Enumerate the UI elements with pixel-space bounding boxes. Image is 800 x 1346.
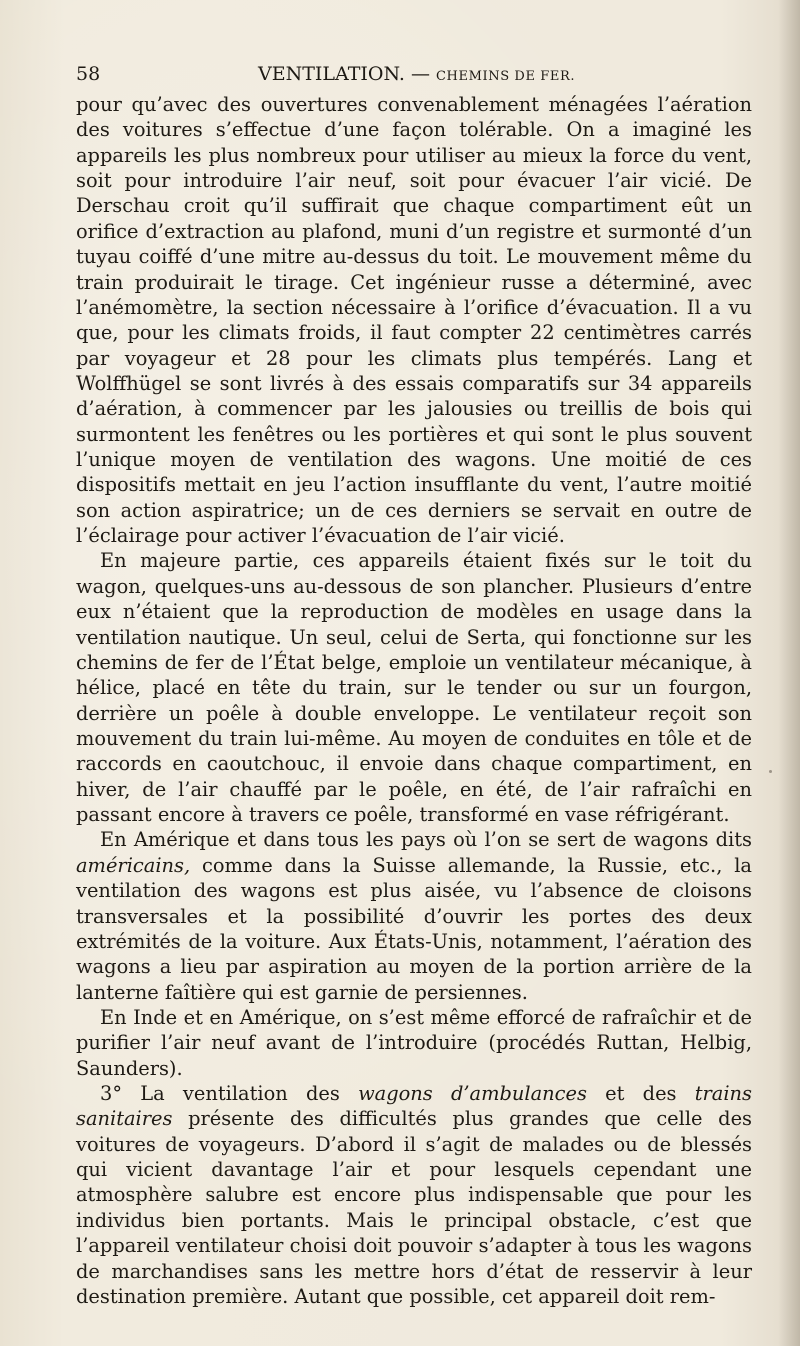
running-head <box>258 60 575 91</box>
paper-speck <box>769 770 772 773</box>
paragraph-5-rest: présente des difficultés plus grandes que celle des voitures de voyageurs. D’abord il s’agit de malades ou de blessés qui vicient davantage l’air et pour lesquels cependant une atmosphère salubre est encore plus indispensable que pour les individus bien portants. Mais le principal obstacle, c’est que l’appareil ventilateur choisi doit pouvoir s’adapter à tous les wagons de marchandises sans les mettre hors d’état de resservir à leur destination première. Autant que possible, cet appareil doit rem- <box>76 1107 752 1308</box>
paragraph-3 <box>76 827 752 1005</box>
paragraph-3-rest: comme dans la Suisse allemande, la Russie, etc., la ventilation des wagons est plus aisée, vu l’absence de cloisons transversales et la possibilité d’ouvrir les portes des deux extrémités de la voiture. Aux États-Unis, notamment, l’aération des wagons a lieu par aspiration au moyen de la portion arrière de la lanterne faîtière qui est garnie de persiennes. <box>76 853 752 1004</box>
page-edge-shadow <box>778 0 800 1346</box>
paragraph-3-emphasis: américains, <box>76 853 191 877</box>
paragraph-2: En majeure partie, ces appareils étaient fixés sur le toit du wagon, quelques-uns au-dessous de son plancher. Plusieurs d’entre eux n’étaient que la reproduction de modèles en usage dans la ventilation nautique. Un seul, celui de Serta, qui fonctionne sur les chemins de fer de l’État belge, emploie un ventilateur mécanique, à hélice, placé en tête du train, sur le tender ou sur un fourgon, derrière un poêle à double enveloppe. Le ventilateur reçoit son mouvement du train lui-même. Au moyen de conduites en tôle et de raccords en caoutchouc, il envoie dans chaque compartiment, en hiver, de l’air chauffé par le poêle, en été, de l’air rafraîchi en passant encore à travers ce poêle, transformé en vase réfrigérant. <box>76 549 752 827</box>
paragraph-5-emphasis-2: trains sanitaires <box>76 1082 752 1131</box>
paragraph-5-start: 3° La ventilation des <box>100 1082 359 1106</box>
paragraph-4: En Inde et en Amérique, on s’est même efforcé de rafraîchir et de purifier l’air neuf avant de l’introduire (procédés Ruttan, Helbig, Saunders). <box>76 1005 752 1080</box>
page-header <box>76 60 752 88</box>
paragraph-5-mid: et des <box>586 1082 695 1106</box>
paragraph-1: pour qu’avec des ouvertures convenablement ménagées l’aération des voitures s’effectue d’une façon tolérable. On a imaginé les appareils les plus nombreux pour utiliser au mieux la force du vent, soit pour introduire l’air neuf, soit pour évacuer l’air vicié. De Derschau croit qu’il suffirait que chaque compartiment eût un orifice d’extraction au plafond, muni d’un registre et surmonté d’un tuyau coiffé d’une mitre au-dessus du toit. Le mouvement même du train produirait le tirage. Cet ingénieur russe a déterminé, avec l’anémomètre, la section nécessaire à l’orifice d’évacuation. Il a vu que, pour les climats froids, il faut compter 22 centimètres carrés par voyageur et 28 pour les climats plus tempérés. Lang et Wolffhügel se sont livrés à des essais comparatifs sur 34 appareils d’aération, à commencer par les jalousies ou treillis de bois qui surmontent les fenêtres ou les portières et qui sont le plus souvent l’unique moyen de ventilation des wagons. Une moitié de ces dispositifs mettait en jeu l’action insufflante du vent, l’autre moitié son action aspiratrice; un de ces derniers se servait en outre de l’éclairage pour activer l’évacuation de l’air vicié. <box>76 93 752 548</box>
running-head-title: VENTILATION. <box>258 63 405 85</box>
running-head-separator: — <box>410 63 430 85</box>
body-text <box>76 92 752 1309</box>
page-number: 58 <box>76 63 101 85</box>
running-head-subtitle: CHEMINS DE FER. <box>436 69 576 84</box>
paragraph-5 <box>76 1081 752 1309</box>
paragraph-5-emphasis-1: wagons d’ambulances <box>358 1082 587 1106</box>
paragraph-3-start: En Amérique et dans tous les pays où l’on se sert de wagons dits <box>100 828 752 852</box>
